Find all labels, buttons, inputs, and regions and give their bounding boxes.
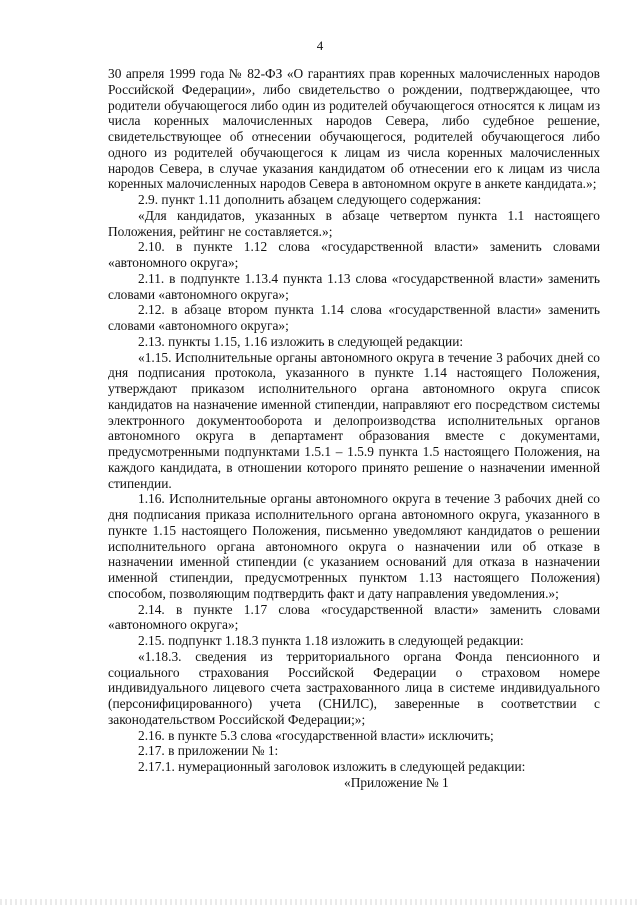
paragraph: 2.9. пункт 1.11 дополнить абзацем следующего содержания: (138, 192, 482, 207)
paragraph: 2.16. в пункте 5.3 слова «государственной власти» исключить; (138, 727, 494, 743)
paragraph: «1.15. Исполнительные органы автономного округа в течение 3 рабочих дней со дня подписания протокола, указанного в пункте 1.14 настоящего Положения, утверждают приказом исполнительного органа автономного округа список кандидатов на назначение именной стипендии, направляют его посредством системы электронного документооборота и делопроизводства исполнительных органов автономного округа в департамент образования вместе с документами, предусмотренными подпунктами 1.5.1 – 1.5.9 пункта 1.5 настоящего Положения, на каждого кандидата, в отношении которого принято решение о назначении именной стипендии. (108, 349, 600, 491)
paragraph: 2.17.1. нумерационный заголовок изложить в следующей редакции: (138, 759, 526, 774)
document-body (108, 66, 600, 791)
paragraph: 2.11. в подпункте 1.13.4 пункта 1.13 слова «государственной власти» заменить словами «автономного округа»; (108, 270, 600, 302)
paragraph: 1.16. Исполнительные органы автономного округа в течение 3 рабочих дней со дня подписания приказа исполнительного органа автономного округа, указанного в пункте 1.15 настоящего Положения, письменно уведомляют кандидатов о решении исполнительного органа автономного округа о назначении или об отказе в назначении именной стипендии (с указанием оснований для отказа в назначении именной стипендии, предусмотренных пунктом 1.13 настоящего Положения) способом, позволяющим подтвердить факт и дату направления уведомления.»; (108, 491, 600, 601)
paragraph: 2.17. в приложении № 1: (138, 743, 279, 759)
appendix-heading: «Приложение № 1 (344, 774, 449, 790)
scan-edge (0, 899, 640, 905)
paragraph: 2.12. в абзаце втором пункта 1.14 слова «государственной власти» заменить словами «автономного округа»; (108, 302, 600, 333)
paragraph: «1.18.3. сведения из территориального органа Фонда пенсионного и социального страхования Российской Федерации о страховом номере индивидуального лицевого счета застрахованного лица в системе индивидуального (персонифицированного) учета (СНИЛС), заверенные в соответствии с законодательством Российской Федерации;»; (108, 648, 600, 727)
paragraph: 30 апреля 1999 года № 82-ФЗ «О гарантиях прав коренных малочисленных народов Российской Федерации», либо свидетельство о рождении, подтверждающее, что родители обучающегося либо один из родителей обучающегося относятся к лицам из числа коренных малочисленных народов Севера, либо судебное решение, свидетельствующее об отнесении обучающегося, родителей обучающегося либо одного из родителей обучающегося к лицам из числа коренных малочисленных народов Севера, в случае указания кандидатом об отнесении его к лицам из числа коренных малочисленных народов Севера в автономном округе в анкете кандидата.»; (108, 66, 600, 192)
paragraph: 2.10. в пункте 1.12 слова «государственной власти» заменить словами «автономного округа»; (108, 239, 600, 270)
paragraph: 2.13. пункты 1.15, 1.16 изложить в следующей редакции: (138, 333, 464, 349)
paragraph: 2.14. в пункте 1.17 слова «государственной власти» заменить словами «автономного округа»; (108, 601, 600, 633)
page-number: 4 (316, 38, 324, 53)
paragraph: 2.15. подпункт 1.18.3 пункта 1.18 изложить в следующей редакции: (138, 633, 524, 648)
paragraph: «Для кандидатов, указанных в абзаце четвертом пункта 1.1 настоящего Положения, рейтинг не составляется.»; (108, 207, 600, 239)
